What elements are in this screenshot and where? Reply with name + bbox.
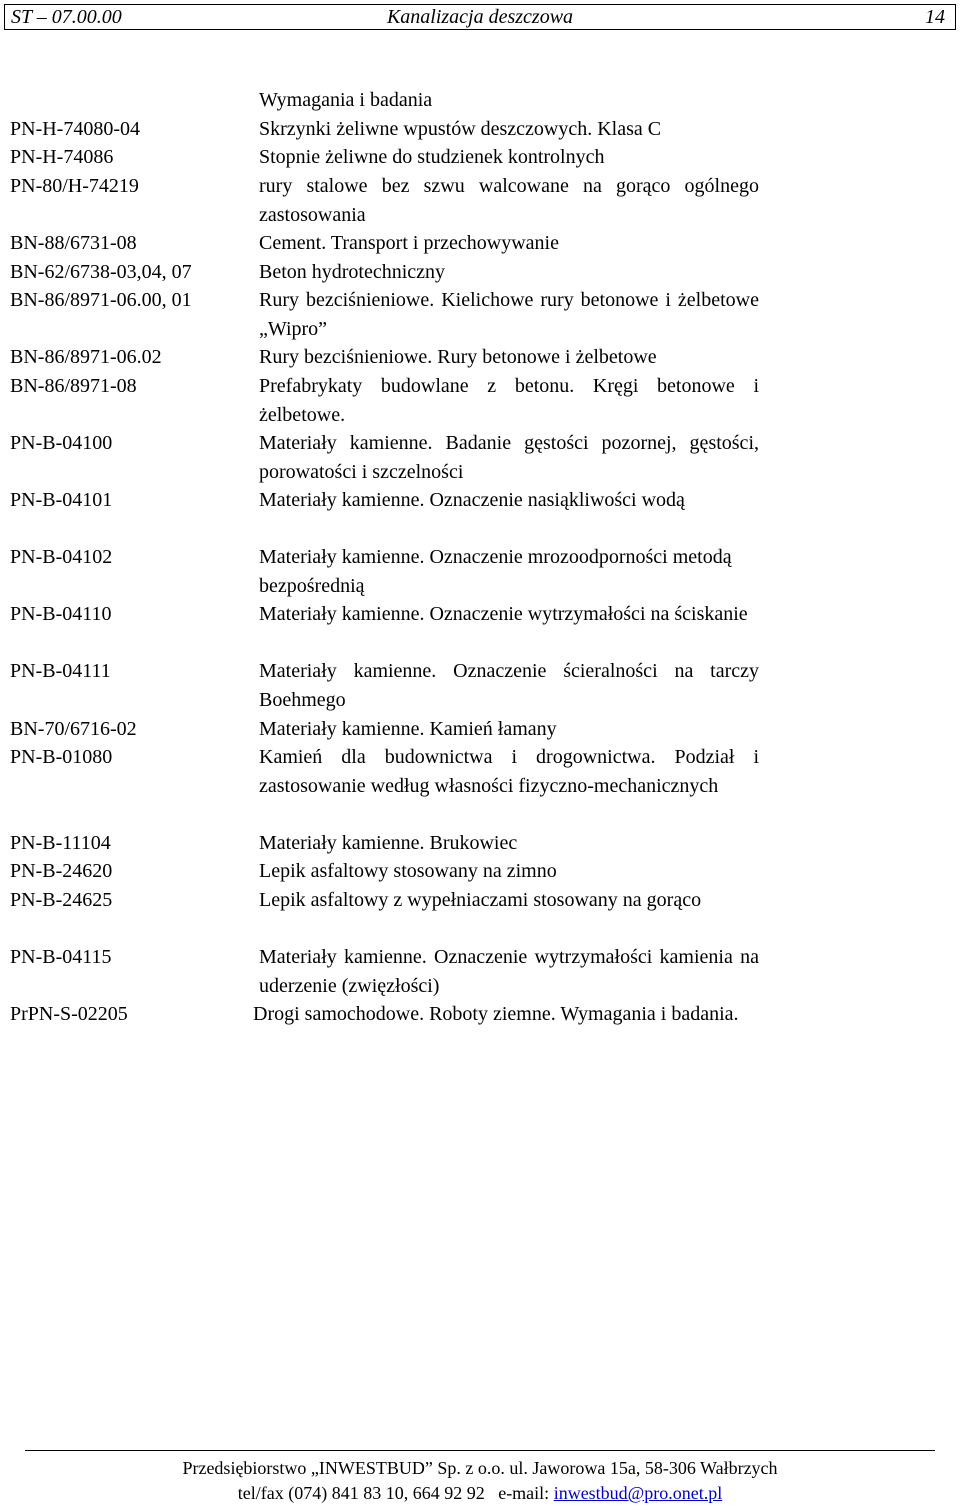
footer-phone: tel/fax (074) 841 83 10, 664 92 92 e-mail: xyxy=(237,1483,554,1503)
standard-code: BN-70/6716-02 xyxy=(10,718,137,740)
standard-code: PN-B-04111 xyxy=(10,660,111,682)
standard-description: Rury bezciśnieniowe. Rury betonowe i żelbetowe xyxy=(259,346,657,368)
footer-email-link[interactable]: inwestbud@pro.onet.pl xyxy=(553,1483,723,1503)
standard-code: BN-86/8971-06.00, 01 xyxy=(10,289,192,311)
footer-contact xyxy=(0,1480,960,1506)
standard-code: PN-B-01080 xyxy=(10,746,113,768)
standard-code: PrPN-S-02205 xyxy=(10,1003,128,1025)
standard-description: Stopnie żeliwne do studzienek kontrolnych xyxy=(259,146,605,168)
spec-code: ST – 07.00.00 xyxy=(11,6,122,28)
footer-address: Przedsiębiorstwo „INWESTBUD” Sp. z o.o. ul. Jaworowa 15a, 58-306 Wałbrzych xyxy=(182,1458,778,1478)
standard-description: Materiały kamienne. Brukowiec xyxy=(259,832,518,854)
standard-code: PN-B-04102 xyxy=(10,546,113,568)
standard-description: Materiały kamienne. Oznaczenie wytrzymałości na ściskanie xyxy=(259,603,748,625)
intro-text: Wymagania i badania xyxy=(259,89,433,111)
standard-code: PN-B-24620 xyxy=(10,860,113,882)
page-header xyxy=(4,4,956,30)
standard-description: Cement. Transport i przechowywanie xyxy=(259,232,559,254)
standard-description: Lepik asfaltowy z wypełniaczami stosowany na gorąco xyxy=(259,889,702,911)
standard-description: Prefabrykaty budowlane z betonu. Kręgi betonowe i żelbetowe. xyxy=(259,375,759,426)
standard-description: Materiały kamienne. Kamień łamany xyxy=(259,718,557,740)
standard-description: Rury bezciśnieniowe. Kielichowe rury betonowe i żelbetowe „Wipro” xyxy=(259,289,759,340)
footer-divider xyxy=(25,1450,935,1451)
standard-code: BN-62/6738-03,04, 07 xyxy=(10,261,192,283)
standard-code: BN-88/6731-08 xyxy=(10,232,137,254)
standard-description: Materiały kamienne. Oznaczenie mrozoodporności metodą bezpośrednią xyxy=(259,546,732,597)
standard-code: PN-B-04110 xyxy=(10,603,112,625)
standard-code: BN-86/8971-08 xyxy=(10,375,137,397)
standard-code: BN-86/8971-06.02 xyxy=(10,346,162,368)
standard-description: Kamień dla budownictwa i drogownictwa. Podział i zastosowanie według własności fizyczno-mechanicznych xyxy=(259,746,759,797)
standard-description: rury stalowe bez szwu walcowane na gorąco ogólnego zastosowania xyxy=(259,175,759,226)
standard-description: Lepik asfaltowy stosowany na zimno xyxy=(259,860,557,882)
standard-description: Skrzynki żeliwne wpustów deszczowych. Klasa C xyxy=(259,118,662,140)
standard-code: PN-B-24625 xyxy=(10,889,113,911)
standard-code: PN-B-11104 xyxy=(10,832,111,854)
document-title: Kanalizacja deszczowa xyxy=(386,6,574,28)
standard-code: PN-H-74080-04 xyxy=(10,118,140,140)
standard-code: PN-H-74086 xyxy=(10,146,114,168)
page-number: 14 xyxy=(925,6,945,28)
standard-code: PN-80/H-74219 xyxy=(10,175,139,197)
standard-description: Drogi samochodowe. Roboty ziemne. Wymagania i badania. xyxy=(253,1003,739,1025)
standard-code: PN-B-04115 xyxy=(10,946,112,968)
standard-description: Materiały kamienne. Badanie gęstości pozornej, gęstości, porowatości i szczelności xyxy=(259,432,759,483)
standard-description: Beton hydrotechniczny xyxy=(259,261,446,283)
standard-description: Materiały kamienne. Oznaczenie ścieralności na tarczy Boehmego xyxy=(259,660,759,711)
standard-description: Materiały kamienne. Oznaczenie wytrzymałości kamienia na uderzenie (zwięzłości) xyxy=(259,946,759,997)
standard-code: PN-B-04101 xyxy=(10,489,113,511)
standard-code: PN-B-04100 xyxy=(10,432,113,454)
standard-description: Materiały kamienne. Oznaczenie nasiąkliwości wodą xyxy=(259,489,685,511)
